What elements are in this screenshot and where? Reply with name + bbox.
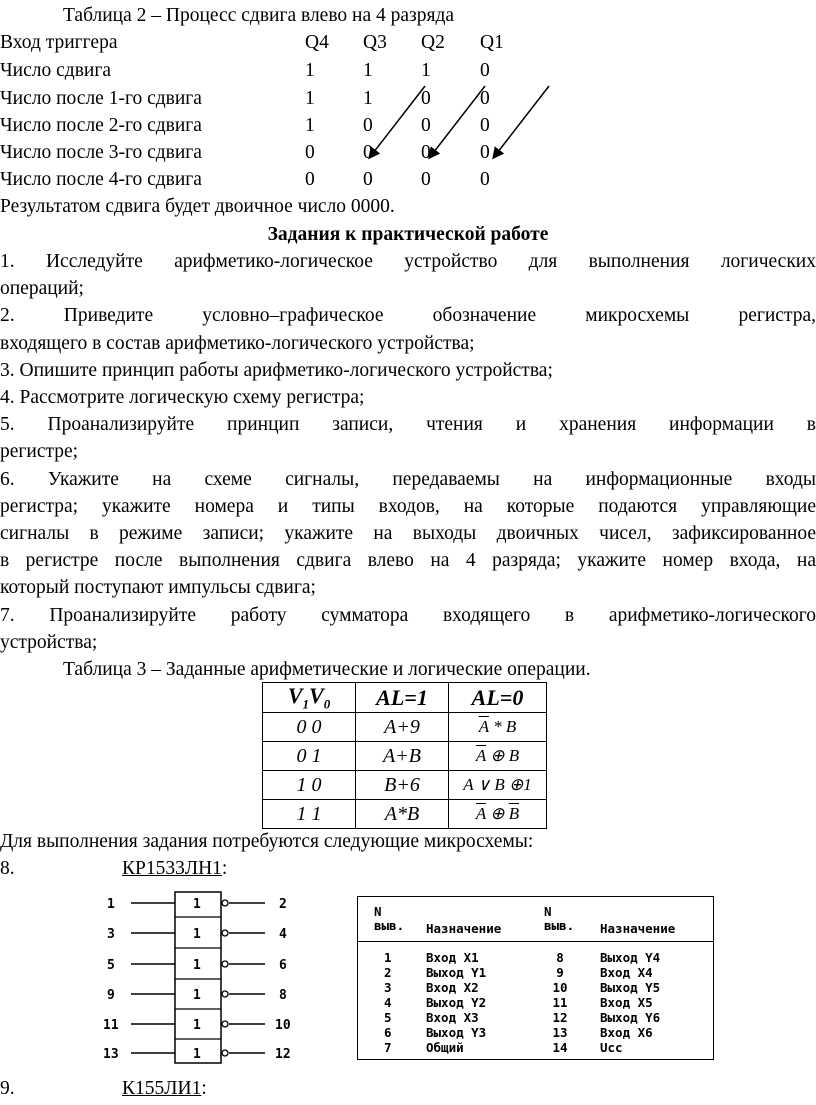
table2-col-q3: Q3 [363, 32, 387, 53]
inverter-symbol: 1 [193, 1047, 201, 1062]
pin-list-left-purpose [426, 950, 486, 1055]
task-line: который поступают импульсы сдвига; [0, 577, 316, 598]
pin-out-label: 6 [279, 958, 287, 973]
inverter-diagram [95, 888, 305, 1068]
pin-purpose: Выход Y4 [600, 950, 661, 965]
cell-al1: B+6 [356, 771, 449, 800]
pin-in-label: 1 [107, 897, 115, 912]
header-divider [358, 941, 713, 942]
cell-al1: A+9 [356, 713, 449, 742]
cell-al0: $\overline{A}$ * B [449, 713, 547, 742]
table2-col-q2: Q2 [421, 32, 445, 53]
cell: 0 [480, 88, 490, 109]
pin-out-label: 8 [279, 988, 287, 1003]
pin-in-label: 13 [103, 1047, 119, 1062]
inverter-symbol: 1 [193, 1018, 201, 1033]
pin-number: 3 [384, 980, 392, 995]
inverter-5 [103, 1018, 291, 1033]
cell-al1: A*B [356, 800, 449, 829]
task-line: 1. Исследуйте арифметико-логическое устройство для выполнения логических [0, 251, 816, 272]
pin-purpose: Вход X4 [600, 965, 653, 980]
header-n: N [374, 904, 382, 919]
tasks-heading: Задания к практической работе [267, 224, 549, 245]
pin-table-header-n-right [544, 905, 574, 933]
table2-col-q4: Q4 [305, 32, 329, 53]
inverter-4 [107, 988, 287, 1003]
pin-purpose: Вход X6 [600, 1025, 653, 1040]
header-n: N [544, 904, 552, 919]
task-line: 6. Укажите на схеме сигналы, передаваемы на информационные входы [0, 469, 816, 490]
row-label: Число после 3-го сдвига [0, 142, 202, 163]
table-row [263, 800, 547, 829]
cell-al1: A+B [356, 742, 449, 771]
pin-number: 4 [384, 995, 392, 1010]
inverter-3 [107, 958, 287, 973]
cell-v: 0 1 [263, 742, 356, 771]
shift-arrows [0, 0, 816, 200]
inverter-2 [107, 927, 287, 942]
cell: 0 [480, 60, 490, 81]
pin-purpose: Вход X3 [426, 1010, 479, 1025]
pin-number: 1 [384, 950, 392, 965]
arrow [494, 86, 549, 157]
task-line: 5. Проанализируйте принцип записи, чтения и хранения информации в [0, 414, 816, 435]
cell-al0: $\overline{A}$ ⊕ B [449, 742, 547, 771]
pin-purpose: Выход Y3 [426, 1025, 487, 1040]
inverter-6 [103, 1047, 291, 1062]
pin-purpose: Вход X2 [426, 980, 479, 995]
pin-in-label: 9 [107, 988, 115, 1003]
cell: 0 [305, 169, 315, 190]
colon: : [221, 858, 228, 879]
task-line: регистре; [0, 441, 79, 462]
pin-number: 6 [384, 1025, 392, 1040]
pin-number: 9 [556, 965, 564, 980]
inverter-symbol: 1 [193, 988, 201, 1003]
chip-name: КР1533ЛН1 [122, 858, 222, 879]
inverter-symbol: 1 [193, 897, 201, 912]
cell-v: 1 0 [263, 771, 356, 800]
cell-v: 0 0 [263, 713, 356, 742]
pin-list-left-numbers [384, 950, 392, 1055]
pin-in-label: 5 [107, 958, 115, 973]
pin-out-label: 2 [279, 897, 287, 912]
cell-al0: A ∨ B ⊕1 [449, 771, 547, 800]
header-vyv: выв. [374, 918, 405, 933]
pin-table [357, 896, 714, 1060]
pin-purpose: Вход X1 [426, 950, 479, 965]
cell: 1 [305, 60, 315, 81]
pin-number: 7 [384, 1040, 392, 1055]
cell: 0 [480, 169, 490, 190]
pin-out-label: 10 [275, 1018, 291, 1033]
colon: : [201, 1078, 207, 1099]
cell: 0 [305, 142, 315, 163]
cell-al0: $\overline{A}$ ⊕ $\overline{B}$ [449, 800, 547, 829]
task-line: 4. Рассмотрите логическую схему регистра; [0, 387, 365, 408]
pin-number: 11 [552, 995, 568, 1010]
cell: 1 [421, 60, 431, 81]
arrow [430, 86, 485, 157]
task-line: 2. Приведите условно–графическое обозначение микросхемы регистра, [0, 305, 816, 326]
table2-result: Результатом сдвига будет двоичное число 0000. [0, 196, 395, 217]
cell: 0 [421, 142, 431, 163]
row-label: Число после 4-го сдвига [0, 169, 202, 190]
pin-in-label: 3 [107, 927, 115, 942]
cell: 0 [363, 142, 373, 163]
pin-purpose: Общий [426, 1040, 464, 1055]
chip-name: К155ЛИ1 [122, 1078, 202, 1099]
pin-table-header-n-left [374, 905, 404, 933]
cell: 0 [480, 115, 490, 136]
task-line: 7. Проанализируйте работу сумматора входящего в арифметико-логического [0, 605, 816, 626]
table2-header-label: Вход триггера [0, 32, 118, 53]
pin-number: 12 [552, 1010, 568, 1025]
cell: 1 [305, 88, 315, 109]
table3 [262, 682, 547, 829]
pin-number: 14 [552, 1040, 568, 1055]
pin-purpose: Выход Y5 [600, 980, 661, 995]
table-row [263, 771, 547, 800]
inverter-symbol: 1 [193, 927, 201, 942]
item9-number: 9. [0, 1078, 15, 1099]
inverter-1 [107, 897, 287, 912]
pin-out-label: 12 [275, 1047, 291, 1062]
task-line: операций; [0, 278, 84, 299]
table2-col-q1: Q1 [480, 32, 504, 53]
row-label: Число после 1-го сдвига [0, 88, 202, 109]
pin-purpose: Выход Y2 [426, 995, 487, 1010]
table3-caption: Таблица 3 – Заданные арифметические и логические операции. [63, 659, 591, 680]
task-line: регистра; укажите номера и типы входов, на которые подаются управляющие [0, 496, 816, 517]
cell-v: 1 1 [263, 800, 356, 829]
inverter-symbol: 1 [193, 958, 201, 973]
pin-table-header-purpose-right: Назначение [600, 921, 676, 936]
task-line: в регистре после выполнения сдвига влево на 4 разряда; укажите номер входа, на [0, 550, 816, 571]
pin-purpose: Выход Y1 [426, 965, 487, 980]
pin-in-label: 11 [103, 1018, 119, 1033]
chips-intro: Для выполнения задания потребуются следующие микросхемы: [0, 831, 534, 852]
pin-number: 13 [552, 1025, 568, 1040]
cell: 0 [363, 115, 373, 136]
cell: 1 [305, 115, 315, 136]
cell: 1 [363, 60, 373, 81]
task-line: входящего в состав арифметико-логического устройства; [0, 333, 475, 354]
cell: 0 [480, 142, 490, 163]
header-al0: AL=0 [449, 683, 547, 713]
cell: 0 [421, 88, 431, 109]
header-al1: AL=1 [356, 683, 449, 713]
item8-number: 8. [0, 858, 15, 879]
item8-chip [122, 858, 227, 880]
cell: 1 [363, 88, 373, 109]
row-label: Число сдвига [0, 60, 111, 81]
pin-out-label: 4 [279, 927, 287, 942]
table-row [263, 742, 547, 771]
pin-table-header-purpose-left: Назначение [426, 921, 502, 936]
row-label: Число после 2-го сдвига [0, 115, 202, 136]
task-line: устройства; [0, 632, 98, 653]
header-v1v0: $V_1V_0$ [263, 683, 356, 713]
task-line: сигналы в режиме записи; укажите на выходы двоичных чисел, зафиксированное [0, 523, 816, 544]
pin-number: 10 [552, 980, 568, 995]
task-line: 3. Опишите принцип работы арифметико-логического устройства; [0, 360, 553, 381]
header-vyv: выв. [544, 918, 575, 933]
pin-number: 2 [384, 965, 392, 980]
cell: 0 [421, 115, 431, 136]
pin-number: 5 [384, 1010, 392, 1025]
item9-chip [122, 1078, 207, 1100]
cell: 0 [363, 169, 373, 190]
table2-caption: Таблица 2 – Процесс сдвига влево на 4 разряда [63, 5, 455, 26]
pin-purpose: Ucc [600, 1040, 623, 1055]
table-row [263, 713, 547, 742]
pin-list-right-purpose [600, 950, 660, 1055]
cell: 0 [421, 169, 431, 190]
table3-header [263, 683, 547, 713]
pin-purpose: Выход Y6 [600, 1010, 661, 1025]
pin-number: 8 [556, 950, 564, 965]
pin-list-right-numbers [548, 950, 572, 1055]
pin-purpose: Вход X5 [600, 995, 653, 1010]
arrow [370, 86, 425, 157]
chip-body [175, 892, 221, 1063]
